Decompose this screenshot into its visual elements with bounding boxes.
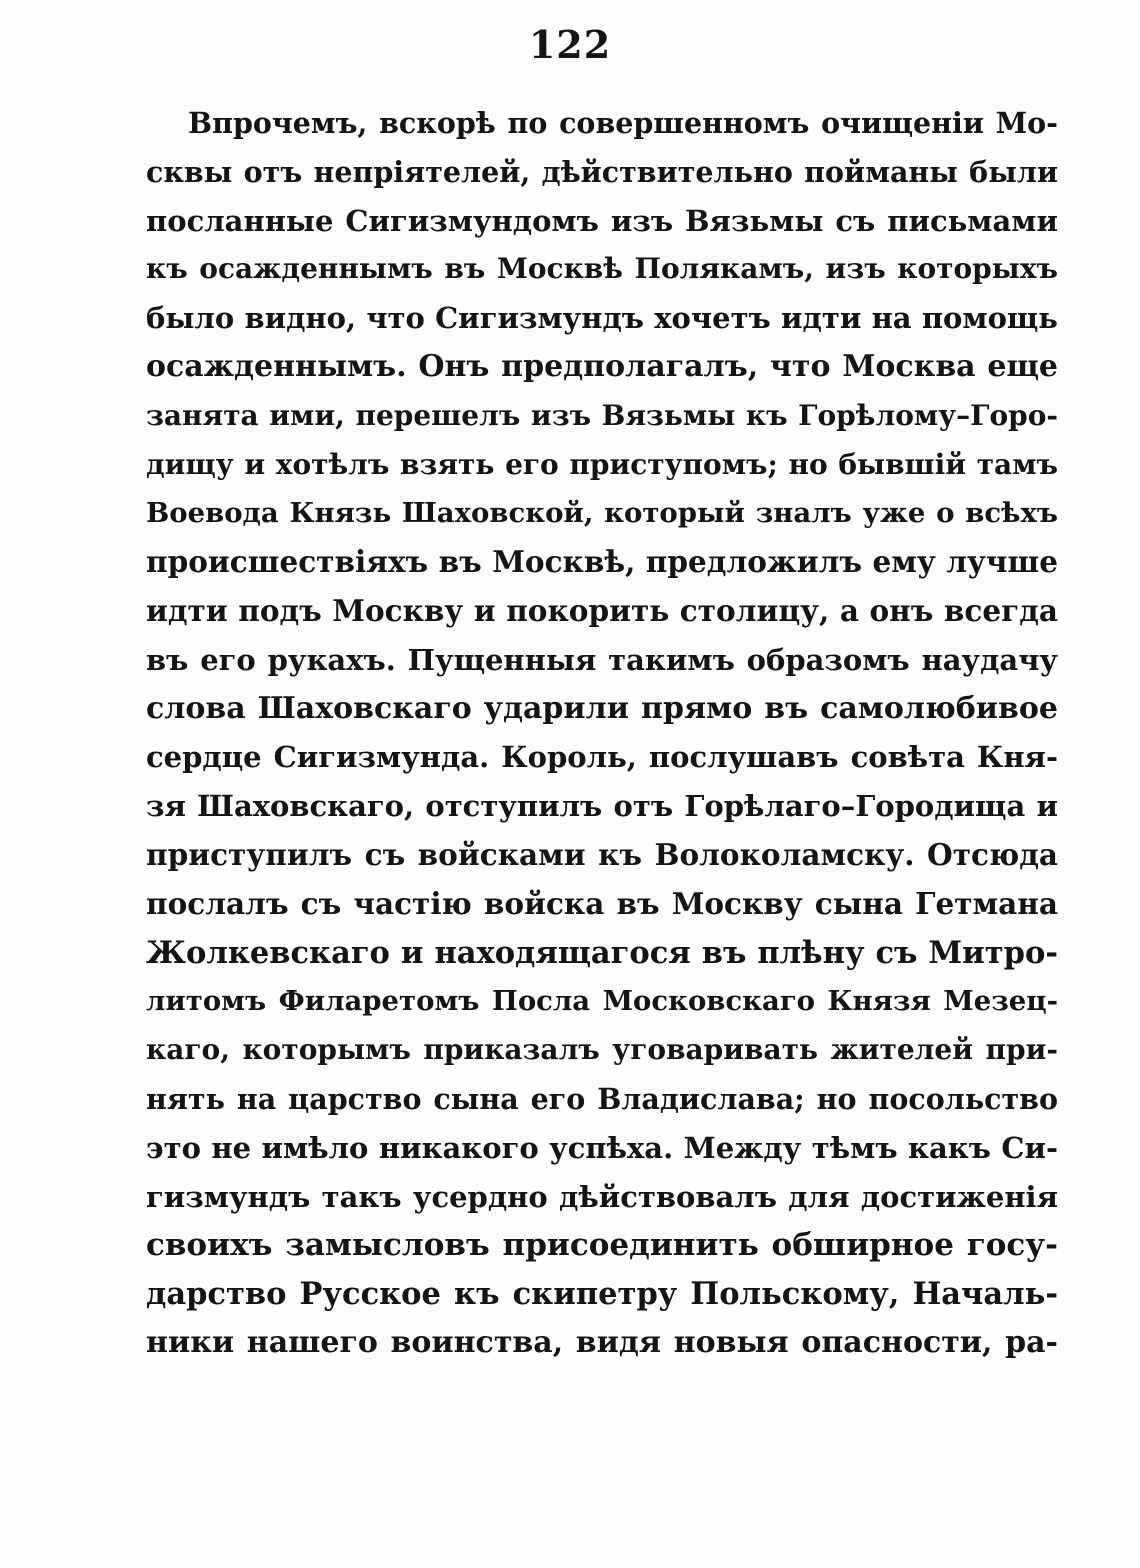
text-line: къ осажденнымъ въ Москвѣ Полякамъ, изъ которыхъ [146, 252, 1058, 286]
text-line: происшествіяхъ въ Москвѣ, предложилъ ему лучше [146, 544, 1058, 580]
text-line: дарство Русское къ скипетру Польскому, Началь- [146, 1276, 1058, 1313]
text-line: было видно, что Сигизмундъ хочетъ идти на помощь [146, 301, 1058, 336]
text-line: приступилъ съ войсками къ Волоколамску. Отсюда [146, 836, 1058, 872]
text-line: это не имѣло никакого успѣха. Между тѣмъ какъ Си- [146, 1130, 1058, 1165]
text-line: сердце Сигизмунда. Король, послушавъ совѣта Кня- [146, 740, 1058, 775]
text-line: своихъ замысловъ присоединить обширное госу- [146, 1227, 1058, 1264]
text-line: Жолкевскаго и находящагося въ плѣну съ Митро- [146, 934, 1058, 971]
text-line: посланные Сигизмундомъ изъ Вязьмы съ письмами [146, 203, 1058, 238]
text-line: дищу и хотѣлъ взять его приступомъ; но бывшій тамъ [146, 447, 1058, 481]
text-line: осажденнымъ. Онъ предполагалъ, что Москва еще [146, 348, 1058, 384]
text-line: Впрочемъ, вскорѣ по совершенномъ очищеніи Мо- [188, 106, 1058, 140]
text-line: гизмундъ такъ усердно дѣйствовалъ для достиженія [146, 1179, 1058, 1214]
text-line: послалъ съ частію войска въ Москву сына Гетмана [146, 885, 1058, 921]
text-line: ники нашего воинства, видя новыя опасности, ра- [146, 1324, 1058, 1360]
text-line: литомъ Филаретомъ Посла Московскаго Князя Мезец- [146, 985, 1058, 1018]
text-line: въ его рукахъ. Пущенныя такимъ образомъ наудачу [146, 642, 1058, 677]
text-line: каго, которымъ приказалъ уговаривать жителей при- [146, 1033, 1058, 1067]
text-line: нять на царство сына его Владислава; но посольство [146, 1081, 1058, 1116]
text-line: идти подъ Москву и покорить столицу, а онъ всегда [146, 592, 1058, 628]
body-text [146, 99, 1058, 1368]
text-line: зя Шаховскаго, отступилъ отъ Горѣлаго–Городища и [146, 789, 1058, 824]
text-line: слова Шаховскаго ударили прямо въ самолюбивое [146, 690, 1058, 726]
page-number: 122 [528, 22, 612, 67]
text-line: сквы отъ непріятелей, дѣйствительно пойманы были [146, 154, 1058, 189]
text-line: занята ими, перешелъ изъ Вязьмы къ Горѣлому–Горо- [146, 398, 1058, 432]
text-line: Воевода Князь Шаховской, который зналъ уже о всѣхъ [146, 497, 1058, 530]
